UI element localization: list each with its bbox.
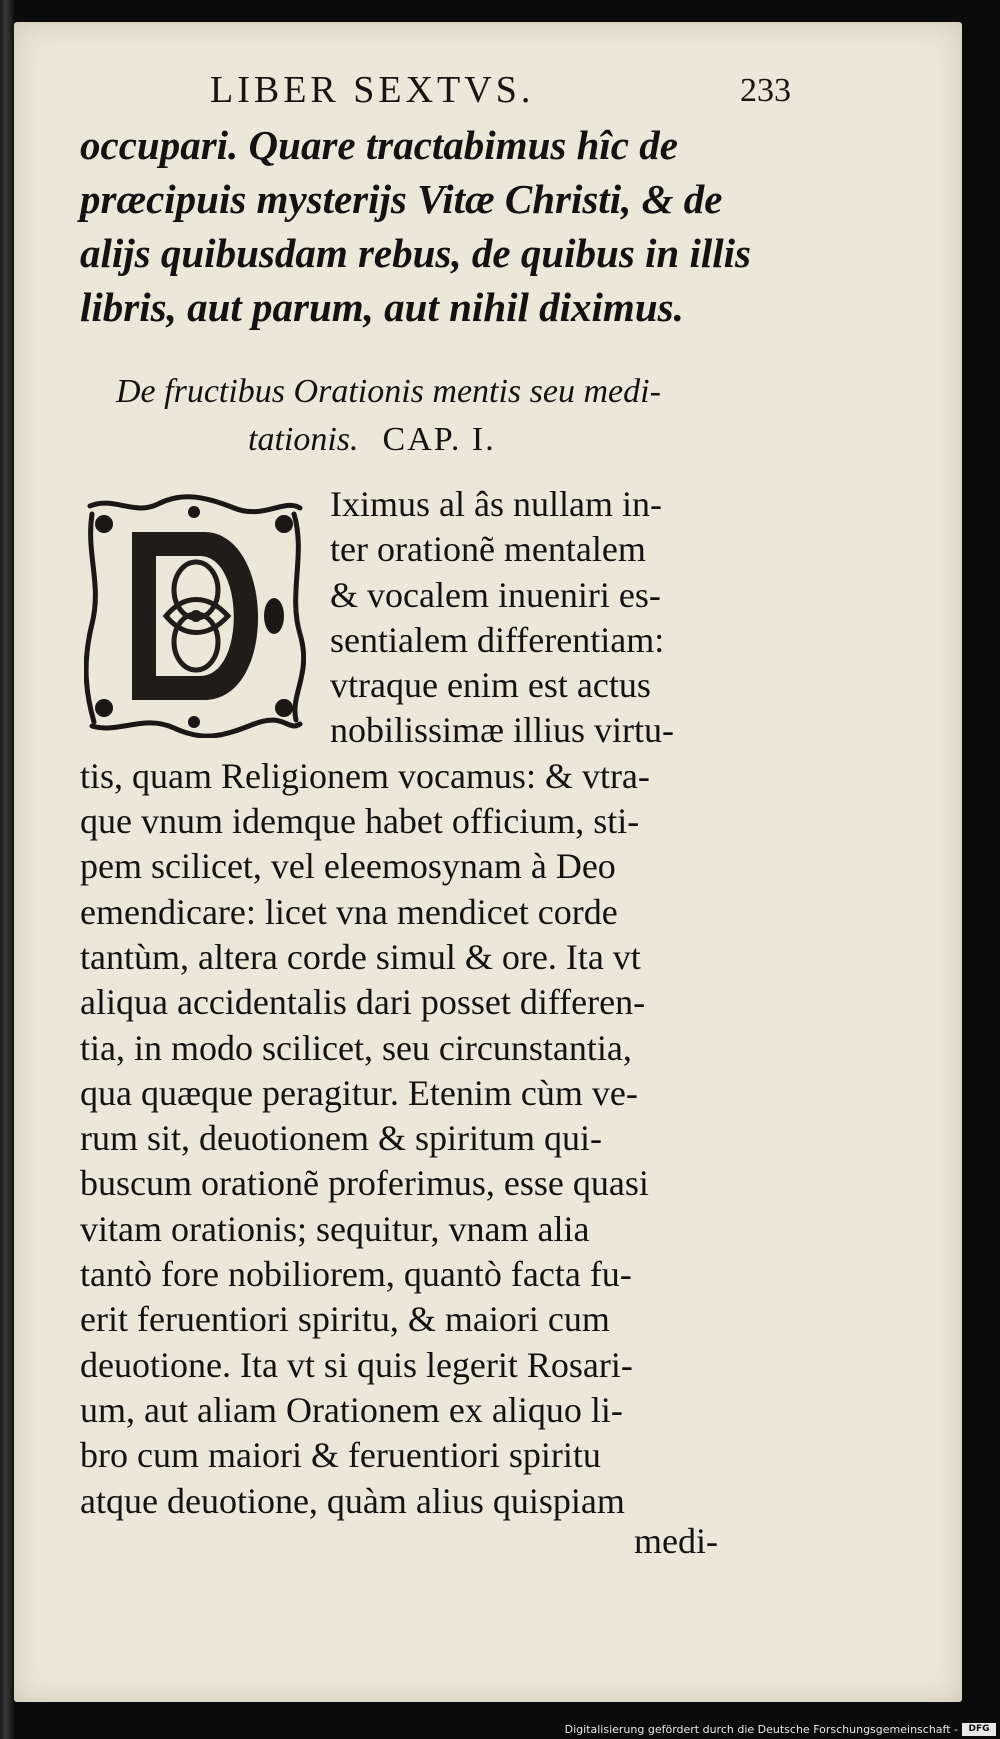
running-head: LIBER SEXTVS. <box>210 69 535 111</box>
body-line: qua quæque peragitur. Etenim cùm ve- <box>80 1072 638 1113</box>
body-line: & vocalem inueniri es- <box>330 574 661 615</box>
intro-paragraph <box>80 118 751 334</box>
body-line: buscum orationẽ proferimus, esse quasi <box>80 1163 649 1204</box>
body-line: tia, in modo scilicet, seu circunstantia, <box>80 1027 632 1068</box>
body-line: erit feruentiori spiritu, & maiori cum <box>80 1299 610 1340</box>
book-spine-edge <box>0 0 14 1739</box>
funding-credit: Digitalisierung gefördert durch die Deutsche Forschungsgemeinschaft - <box>564 1723 958 1736</box>
body-line: aliqua accidentalis dari posset differen- <box>80 982 646 1023</box>
body-line: atque deuotione, quàm alius quispiam <box>80 1480 625 1521</box>
intro-line: libris, aut parum, aut nihil diximus. <box>80 284 684 330</box>
body-line: pem scilicet, vel eleemosynam à Deo <box>80 846 616 887</box>
body-line: nobilissimæ illius virtu- <box>330 710 675 751</box>
body-line: rum sit, deuotionem & spiritum qui- <box>80 1118 602 1159</box>
digitization-footer <box>0 1722 1000 1739</box>
intro-line: præcipuis mysterijs Vitæ Christi, & de <box>80 176 723 222</box>
body-line: vtraque enim est actus <box>330 665 651 706</box>
catchword: medi- <box>634 1521 718 1561</box>
body-line: Iximus al âs nullam in- <box>330 484 662 524</box>
intro-line: occupari. Quare tractabimus hîc de <box>80 122 678 168</box>
chapter-body <box>80 482 740 1524</box>
page-header <box>0 68 1000 118</box>
body-line: emendicare: licet vna mendicet corde <box>80 891 618 932</box>
body-line: tantò fore nobiliorem, quantò facta fu- <box>80 1254 632 1295</box>
body-line: sentialem differentiam: <box>330 619 665 660</box>
body-line: tantùm, altera corde simul & ore. Ita vt <box>80 936 641 977</box>
body-line: vitam orationis; sequitur, vnam alia <box>80 1208 590 1249</box>
body-line: tis, quam Religionem vocamus: & vtra- <box>80 755 650 796</box>
body-line: bro cum maiori & feruentiori spiritu <box>80 1435 601 1476</box>
chapter-heading-line2-text: tationis. <box>248 421 359 458</box>
intro-line: alijs quibusdam rebus, de quibus in illis <box>80 230 751 276</box>
body-line: que vnum idemque habet officium, sti- <box>80 801 640 842</box>
chapter-heading-line1: De fructibus Orationis mentis seu medi- <box>116 373 661 410</box>
body-line: deuotione. Ita vt si quis legerit Rosari- <box>80 1344 633 1385</box>
page-number: 233 <box>740 72 791 109</box>
body-line: ter orationẽ mentalem <box>330 529 646 570</box>
chapter-heading-line2 <box>248 416 496 464</box>
dfg-logo-icon: DFG <box>962 1723 996 1736</box>
chapter-number: CAP. I. <box>382 421 496 458</box>
body-line: um, aut aliam Orationem ex aliquo li- <box>80 1389 623 1430</box>
